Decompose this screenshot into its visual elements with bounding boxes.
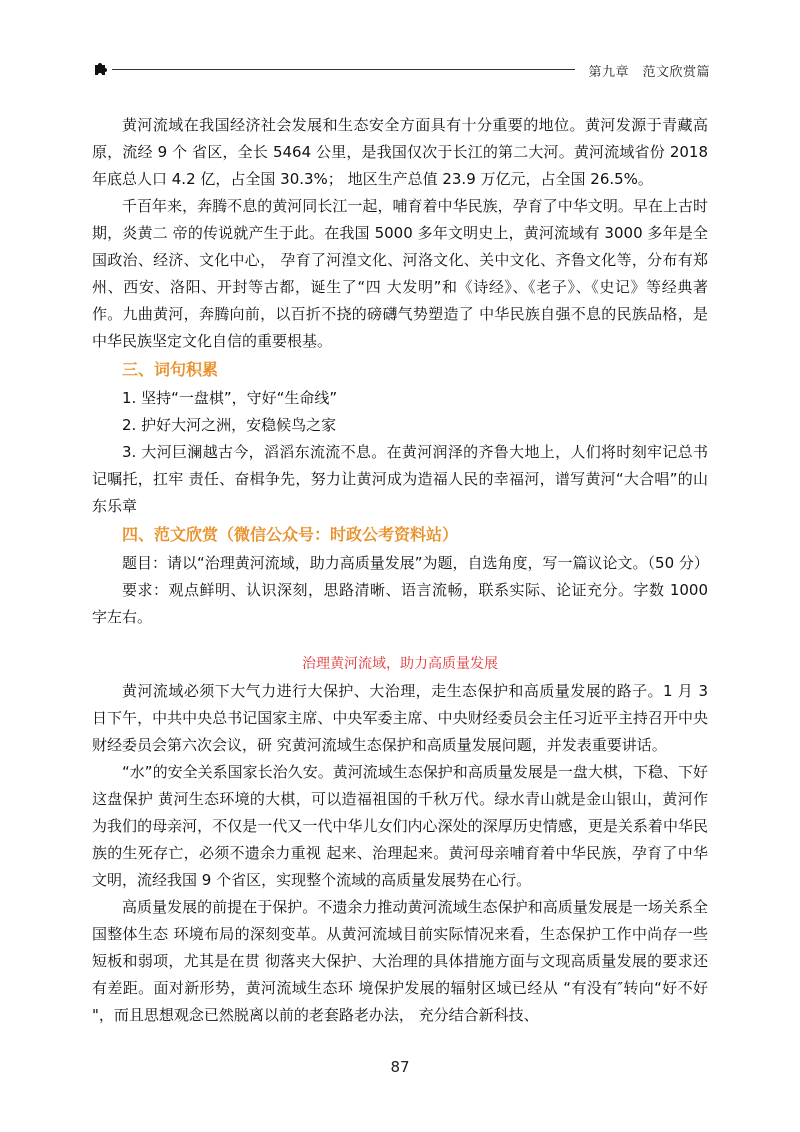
page-content	[92, 112, 708, 1029]
header-rule	[112, 69, 575, 70]
essay-requirement: 要求：观点鲜明、认识深刻，思路清晰、语言流畅，联系实际、论证充分。字数 1000 字左右。	[92, 581, 708, 626]
page-number: 87	[390, 1058, 410, 1076]
essay-question: 题目：请以“治理黄河流域，助力高质量发展”为题，自选角度，写一篇议论文。（50 分）	[122, 554, 709, 572]
phrase-item-3: 3. 大河巨澜越古今，滔滔东流流不息。在黄河润泽的齐鲁大地上，人们将时刻牢记总书记嘱托，扛牢 责任、奋楫争先，努力让黄河成为造福人民的幸福河，谱写黄河“大合唱”的山东乐章	[92, 443, 708, 515]
phrase-item-1: 1. 坚持“一盘棋”，守好“生命线”	[122, 389, 338, 407]
section-heading-vocabulary: 三、词句积累	[122, 360, 219, 379]
phrase-item-2: 2. 护好大河之洲，安稳候鸟之家	[122, 416, 337, 434]
intro-paragraph-1: 黄河流域在我国经济社会发展和生态安全方面具有十分重要的地位。黄河发源于青藏高原，流经 9 个 省区，全长 5464 公里，是我国仅次于长江的第二大河。黄河流域省份 2018 年底总人口 4.2 亿，占全国 30.3%； 地区生产总值 23.9 万亿元，占全国 26.5%。	[92, 116, 708, 188]
intro-paragraph-2: 千百年来，奔腾不息的黄河同长江一起，哺育着中华民族，孕育了中华文明。早在上古时期，炎黄二 帝的传说就产生于此。在我国 5000 多年文明史上，黄河流域有 3000 多年是全国政治、经济、文化中心， 孕育了河湟文化、河洛文化、关中文化、齐鲁文化等，分布有郑州、西安、洛阳、开封等古都，诞生了“四 大发明”和《诗经》、《老子》、《史记》等经典著作。九曲黄河，奔腾向前，以百折不挠的磅礴气势塑造了 中华民族自强不息的民族品格，是中华民族坚定文化自信的重要根基。	[92, 197, 708, 350]
puzzle-piece-icon	[92, 60, 110, 78]
page-header	[92, 58, 710, 82]
chapter-title: 第九章 范文欣赏篇	[588, 65, 710, 80]
essay-paragraph-2: “水”的安全关系国家长治久安。黄河流域生态保护和高质量发展是一盘大棋，下稳、下好这盘保护 黄河生态环境的大棋，可以造福祖国的千秋万代。绿水青山就是金山银山，黄河作为我们的母亲河，不仅是一代又一代中华儿女们内心深处的深厚历史情感，更是关系着中华民族的生死存亡，必须不遗余力重视 起来、治理起来。黄河母亲哺育着中华民族，孕育了中华文明，流经我国 9 个省区，实现整个流域的高质量发展势在心行。	[92, 763, 708, 889]
essay-title: 治理黄河流域，助力高质量发展	[302, 656, 498, 672]
essay-paragraph-3: 高质量发展的前提在于保护。不遗余力推动黄河流域生态保护和高质量发展是一场关系全国整体生态 环境布局的深刻变革。从黄河流域目前实际情况来看，生态保护工作中尚存一些短板和弱项，尤其是在贯 彻落夹大保护、大治理的具体措施方面与文现高质量发展的要求还有差距。面对新形势，黄河流域生态环 境保护发展的辐射区域已经从 “有没有″转向“好不好 "，而且思想观念已然脱离以前的老套路老办法， 充分结合新科技、	[92, 898, 708, 1024]
section-heading-sample-essay: 四、范文欣赏（微信公众号：时政公考资料站）	[122, 525, 459, 544]
essay-paragraph-1: 黄河流域必须下大气力进行大保护、大治理，走生态保护和高质量发展的路子。1 月 3 日下午，中共中央总书记国家主席、中央军委主席、中央财经委员会主任习近平主持召开中央财经委员会第六次会议，研 究黄河流域生态保护和高质量发展问题，并发表重要讲话。	[92, 682, 708, 754]
